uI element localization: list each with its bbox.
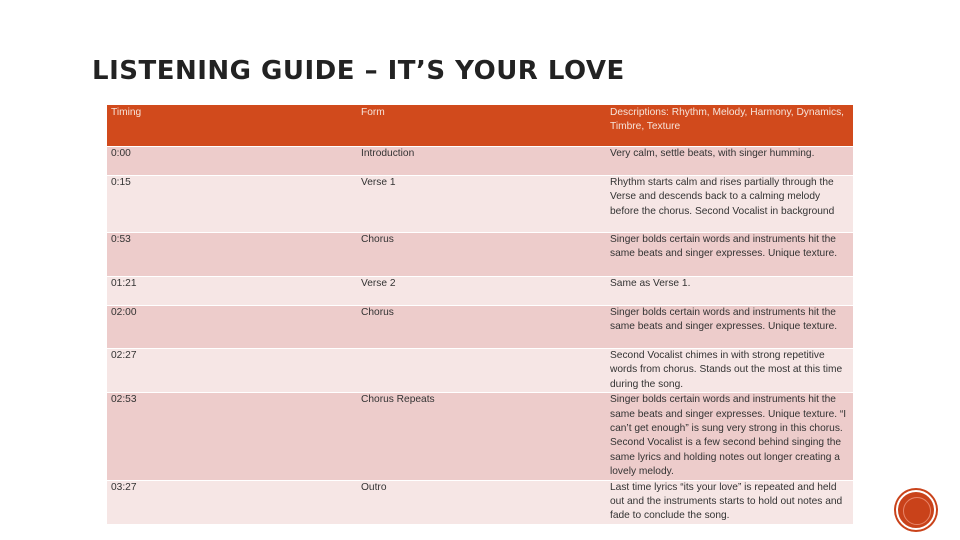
table-row <box>107 233 853 277</box>
cell-description: Singer bolds certain words and instruments hit the same beats and singer expresses. Unique texture. <box>606 306 853 349</box>
cell-description: Second Vocalist chimes in with strong repetitive words from chorus. Stands out the most at this time during the song. <box>606 349 853 393</box>
table-row <box>107 480 853 524</box>
table-row <box>107 306 853 349</box>
cell-form: Chorus Repeats <box>357 393 606 480</box>
cell-timing: 0:15 <box>107 176 357 233</box>
listening-guide-table <box>107 104 853 525</box>
cell-form: Outro <box>357 480 606 524</box>
table-row <box>107 349 853 393</box>
cell-timing: 02:27 <box>107 349 357 393</box>
header-form: Form <box>357 105 606 147</box>
cell-timing: 02:00 <box>107 306 357 349</box>
header-timing: Timing <box>107 105 357 147</box>
cell-form <box>357 349 606 393</box>
cell-description: Singer bolds certain words and instruments hit the same beats and singer expresses. Unique texture. <box>606 233 853 277</box>
table-row <box>107 176 853 233</box>
page-title: LISTENING GUIDE – IT’S YOUR LOVE <box>92 56 625 86</box>
table-row <box>107 393 853 480</box>
cell-timing: 02:53 <box>107 393 357 480</box>
cell-form: Introduction <box>357 147 606 176</box>
cell-description: Rhythm starts calm and rises partially through the Verse and descends back to a calming melody before the chorus. Second Vocalist in background <box>606 176 853 233</box>
cell-form: Verse 2 <box>357 277 606 306</box>
badge-ring-icon <box>903 497 931 525</box>
cell-form: Chorus <box>357 306 606 349</box>
cell-timing: 03:27 <box>107 480 357 524</box>
cell-form: Chorus <box>357 233 606 277</box>
table-header-row <box>107 105 853 147</box>
cell-timing: 0:53 <box>107 233 357 277</box>
cell-description: Same as Verse 1. <box>606 277 853 306</box>
cell-form: Verse 1 <box>357 176 606 233</box>
header-descriptions: Descriptions: Rhythm, Melody, Harmony, Dynamics, Timbre, Texture <box>606 105 853 147</box>
cell-timing: 0:00 <box>107 147 357 176</box>
cell-description: Last time lyrics “its your love” is repeated and held out and the instruments starts to hold out notes and fade to conclude the song. <box>606 480 853 524</box>
cell-description: Singer bolds certain words and instruments hit the same beats and singer expresses. Unique texture. “I can’t get enough” is sung very strong in this chorus. Second Vocalist is a few second behind singing the same lyrics and holding notes out longer creating a lovely melody. <box>606 393 853 480</box>
cell-description: Very calm, settle beats, with singer humming. <box>606 147 853 176</box>
slide-number-badge <box>896 490 936 530</box>
cell-timing: 01:21 <box>107 277 357 306</box>
table-row <box>107 147 853 176</box>
table-row <box>107 277 853 306</box>
